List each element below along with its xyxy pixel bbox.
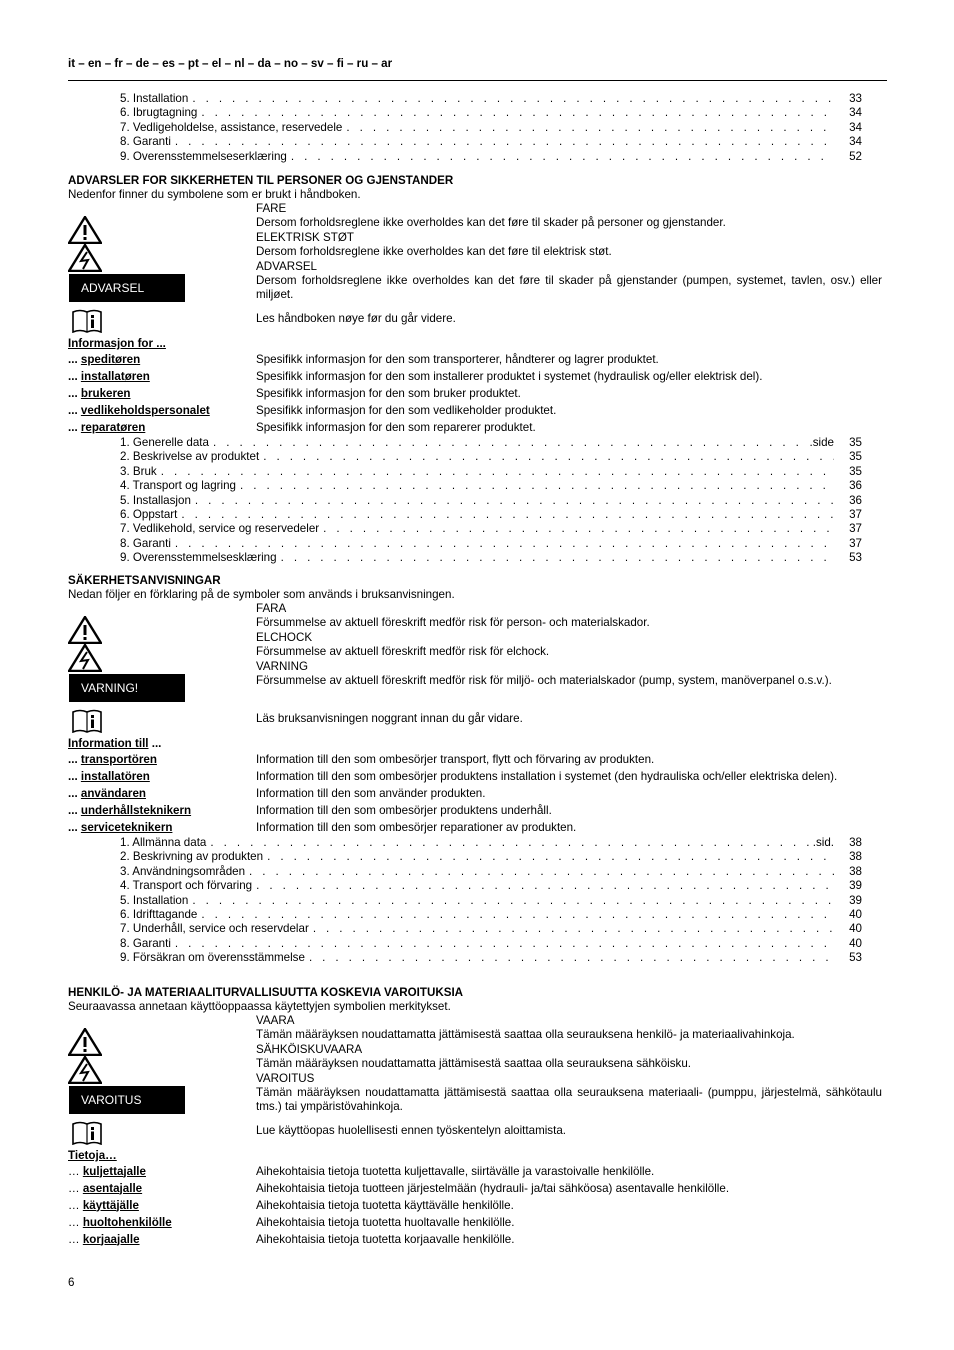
section-title: SÄKERHETSANVISNINGAR [68, 574, 221, 587]
toc-row: 7. Underhåll, service och reservdelar . . . 40 [120, 922, 862, 936]
info-row: ... underhållsteknikern Information till den som ombesörjer produktens underhåll. [68, 803, 552, 817]
info-row: … huoltohenkilölle Aihekohtaisia tietoja tuotetta huoltavalle henkilölle. [68, 1215, 515, 1229]
info-list [68, 1163, 883, 1248]
warning-text: Dersom forholdsreglene ikke overholdes kan det føre til skader på personer og gjenstander. [256, 216, 726, 230]
toc-row: 4. Transport og lagring . . . 36 [120, 479, 862, 493]
info-row: ... speditøren Spesifikk informasjon for den som transporterer, håndterer og lagrer produktet. [68, 352, 659, 366]
warning-block [68, 602, 883, 703]
toc-no [120, 436, 862, 566]
warning-text: Försummelse av aktuell föreskrift medför risk för person- och materialskador. [256, 616, 650, 630]
warning-head: SÄHKÖISKUVAARA [256, 1042, 363, 1056]
read-manual-row [68, 709, 883, 737]
info-list [68, 751, 883, 836]
warning-head: VARNING [256, 659, 308, 673]
toc-row: 6. Oppstart . . . 37 [120, 508, 862, 522]
info-list [68, 351, 883, 436]
toc-row: 5. Installasjon . . . 36 [120, 494, 862, 508]
toc-row: 8. Garanti . . . 37 [120, 537, 862, 551]
toc-row: 2. Beskrivelse av produktet . . . 35 [120, 450, 862, 464]
warning-text: Försummelse av aktuell föreskrift medför risk för miljö- och materialskador (pump, system, manöverpanel o.s.v.). [256, 674, 832, 688]
warning-text: Försummelse av aktuell föreskrift medför risk för elchock. [256, 645, 550, 659]
read-manual-book-icon [72, 309, 102, 333]
info-row: ... installatören Information till den som ombesörjer produktens installation i systemet (den hydrauliska och/eller elektriska delen). [68, 769, 838, 783]
info-row: ... serviceteknikern Information till den som ombesörjer reparationer av produkten. [68, 820, 577, 834]
danger-triangle-icon [68, 616, 102, 644]
section-intro: Nedenfor finner du symbolene som er brukt i håndboken. [68, 188, 361, 201]
toc-row: 3. Användningsområden . . . 38 [120, 865, 862, 879]
warning-text: Tämän määräyksen noudattamatta jättämisestä saattaa olla seurauksena henkilö- ja materiaalivahinkoja. [256, 1028, 795, 1042]
toc-row: 9. Overensstemmelsesklæring . . . 53 [120, 551, 862, 565]
warning-head: ADVARSEL [256, 259, 317, 273]
toc-row: 4. Transport och förvaring . . . 39 [120, 879, 862, 893]
page-header-languages: it – en – fr – de – es – pt – el – nl – da – no – sv – fi – ru – ar [68, 57, 393, 70]
toc-row: 9. Försäkran om överensstämmelse . . . 53 [120, 951, 862, 965]
info-row: ... installatøren Spesifikk informasjon for den som installerer produktet i systemet (hydraulisk og/eller elektrisk del). [68, 369, 763, 383]
info-row: ... reparatøren Spesifikk informasjon for den som reparerer produktet. [68, 420, 536, 434]
read-manual-book-icon [72, 709, 102, 733]
danger-triangle-icon [68, 216, 102, 244]
warning-block [68, 202, 883, 303]
section-intro: Seuraavassa annetaan käyttöoppaassa käytettyjen symbolien merkitykset. [68, 1000, 451, 1013]
toc-row: 3. Bruk . . . 35 [120, 465, 862, 479]
toc-da [68, 92, 883, 164]
section-title: HENKILÖ- JA MATERIAALITURVALLISUUTTA KOSKEVIA VAROITUKSIA [68, 986, 464, 999]
warning-head: FARA [256, 602, 287, 615]
read-manual-text: Les håndboken nøye før du går videre. [256, 312, 456, 325]
warning-head: ELEKTRISK STØT [256, 230, 354, 244]
section-sv: SÄKERHETSANVISNINGAR Nedan följer en förklaring på de symboler som används i bruksanvisningen. VARNING! FARA Försummelse av aktuell föreskrift medför risk för person- och materialskador. ELCHOCK Försummelse av aktuell föreskrift medför risk för elchock. VARNING Försummelse av aktuell föreskrift medför risk för miljö- och materialskador (pump, system, manöverpanel o.s.v.). Läs bruksanvisningen noggrant innan du går vidare. Information till ... ... transportören Information till den som ombesörjer transport, flytt och förvaring av produkten. ... installatören Information till den som ombesörjer produktens installation i systemet (den hydrauliska och/eller elektriska delen). ... användaren Information till den som använder produkten. ... underhållsteknikern Information till den som ombesörjer produktens underhåll. ... serviceteknikern Information till den som ombesörjer reparationer av produkten. 1. Allmänna data . . . .sid. 38 2. Beskrivning av produkten . . . 38 3. Användningsområden . . . 38 4. Transport och förvaring . . . 39 5. Installation . . . 39 6. Idrifttagande . . . 40 7. Underhåll, service och reservdelar . . . 40 8. Garanti . . . 40 9. Försäkran om överensstämmelse . . . 53 [68, 563, 883, 966]
toc-row: 5. Installation . . . 33 [120, 92, 862, 106]
toc-row: 5. Installation . . . 39 [120, 894, 862, 908]
warning-text: Dersom forholdsreglene ikke overholdes kan det føre til skader på gjenstander (pumpen, systemet, tavlen, osv.) eller miljøet. [256, 274, 882, 302]
warning-head: VAROITUS [256, 1071, 315, 1085]
warning-block [68, 1014, 883, 1115]
read-manual-text: Lue käyttöopas huolellisesti ennen työskentelyn aloittamista. [256, 1124, 566, 1137]
toc-row: 1. Allmänna data . . . .sid. 38 [120, 836, 862, 850]
info-title: Information till [68, 737, 149, 750]
toc-sv [120, 836, 862, 966]
toc-row: 7. Vedligeholdelse, assistance, reservedele . . . 34 [120, 121, 862, 135]
warning-badge: VARNING! [69, 674, 185, 702]
toc-list [120, 92, 862, 164]
info-row: ... brukeren Spesifikk informasjon for den som bruker produktet. [68, 386, 521, 400]
section-title: ADVARSLER FOR SIKKERHETEN TIL PERSONER OG GJENSTANDER [68, 174, 454, 187]
toc-row: 1. Generelle data . . . .side 35 [120, 436, 862, 450]
header-rule [68, 80, 887, 81]
toc-row: 6. Ibrugtagning . . . 34 [120, 106, 862, 120]
electric-shock-triangle-icon [68, 244, 102, 272]
warning-text: Tämän määräyksen noudattamatta jättämisestä saattaa olla seurauksena materiaali- (pumppu, järjestelmä, sähkötaulu tms.) tai ympäristövahinkoja. [256, 1086, 882, 1114]
read-manual-book-icon [72, 1121, 102, 1145]
warning-head: VAARA [256, 1014, 295, 1027]
warning-text: Tämän määräyksen noudattamatta jättämisestä saattaa olla seurauksena sähköisku. [256, 1057, 692, 1071]
warning-head: ELCHOCK [256, 630, 313, 644]
read-manual-row [68, 309, 883, 337]
warning-head: FARE [256, 202, 287, 215]
section-no [68, 163, 883, 566]
info-row: ... användaren Information till den som använder produkten. [68, 786, 486, 800]
info-row: ... transportören Information till den som ombesörjer transport, flytt och förvaring av produkten. [68, 752, 655, 766]
toc-row: 7. Vedlikehold, service og reservedeler . . . 37 [120, 522, 862, 536]
info-row: … asentajalle Aihekohtaisia tietoja tuotteen järjestelmään (hydrauli- ja/tai sähköosa) asentavalle henkilölle. [68, 1181, 730, 1195]
page-number: 6 [68, 1276, 75, 1289]
read-manual-text: Läs bruksanvisningen noggrant innan du går vidare. [256, 712, 523, 725]
toc-row: 8. Garanti . . . 34 [120, 135, 862, 149]
info-row: … käyttäjälle Aihekohtaisia tietoja tuotetta käyttävälle henkilölle. [68, 1198, 514, 1212]
electric-shock-triangle-icon [68, 644, 102, 672]
section-fi [68, 975, 883, 1248]
warning-badge: ADVARSEL [69, 274, 185, 302]
read-manual-row [68, 1121, 883, 1149]
section-intro: Nedan följer en förklaring på de symboler som används i bruksanvisningen. [68, 588, 455, 601]
info-title: Tietoja… [68, 1149, 117, 1162]
info-row: ... vedlikeholdspersonalet Spesifikk informasjon for den som vedlikeholder produktet. [68, 403, 557, 417]
electric-shock-triangle-icon [68, 1056, 102, 1084]
toc-row: 6. Idrifttagande . . . 40 [120, 908, 862, 922]
info-title: Informasjon for ... [68, 337, 166, 350]
toc-row: 2. Beskrivning av produkten . . . 38 [120, 850, 862, 864]
info-row: … korjaajalle Aihekohtaisia tietoja tuotetta korjaavalle henkilölle. [68, 1232, 515, 1246]
warning-badge: VAROITUS [69, 1086, 185, 1114]
warning-text: Dersom forholdsreglene ikke overholdes kan det føre til elektrisk støt. [256, 245, 612, 259]
danger-triangle-icon [68, 1028, 102, 1056]
info-row: … kuljettajalle Aihekohtaisia tietoja tuotetta kuljettavalle, siirtävälle ja varastoivalle henkilölle. [68, 1164, 655, 1178]
toc-row: 8. Garanti . . . 40 [120, 937, 862, 951]
toc-row: 9. Overensstemmelseserklæring . . . 52 [120, 150, 862, 164]
